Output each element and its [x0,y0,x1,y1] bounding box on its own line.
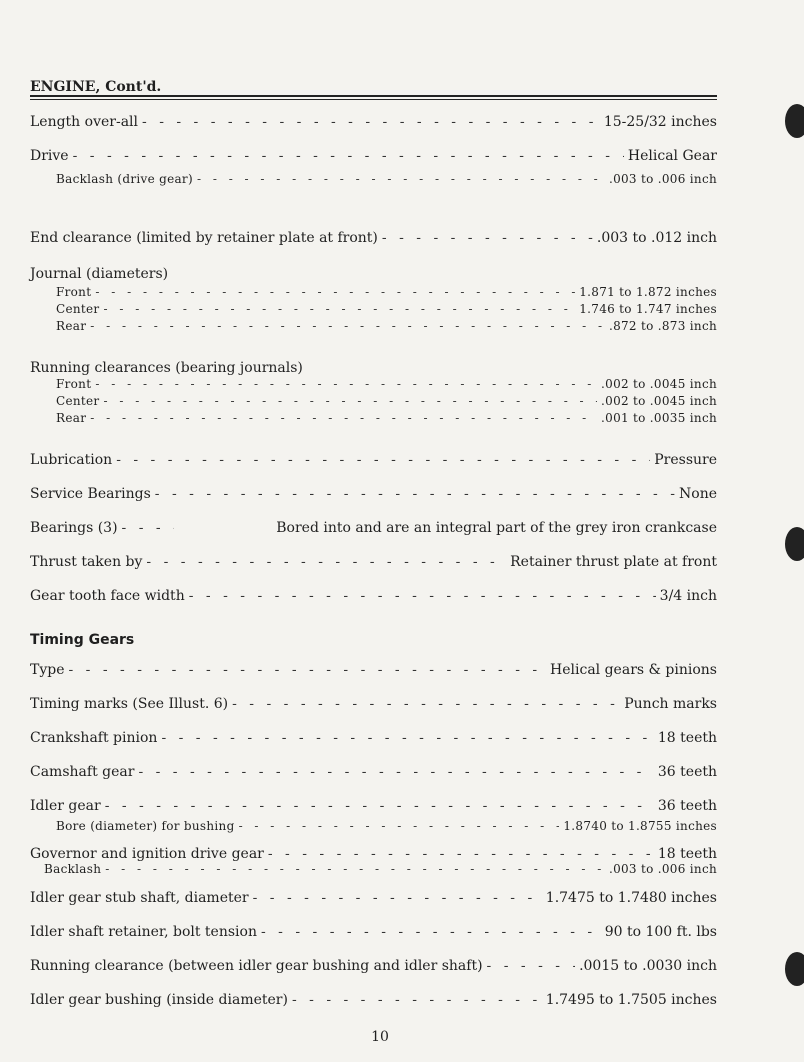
spec-subrow [44,862,717,876]
spec-group-label: Journal (diameters) [30,266,169,282]
leader-dots [69,662,547,678]
spec-value: .002 to .0045 inch [601,394,717,408]
spec-label: Type [30,662,65,678]
leader-dots [268,846,654,862]
spec-value: 90 to 100 ft. lbs [604,924,717,940]
leader-dots [105,798,654,814]
spec-row [30,588,717,604]
leader-dots [189,588,656,604]
spec-label: Rear [56,319,87,333]
spec-value: Helical gears & pinions [550,662,717,678]
spec-label: Gear tooth face width [30,588,185,604]
section-heading-timing-gears: Timing Gears [30,632,135,648]
binder-hole [785,952,804,986]
spec-label: Center [56,394,100,408]
spec-label: Idler shaft retainer, bolt tension [30,924,257,940]
spec-row [30,114,717,130]
spec-value: Punch marks [624,696,717,712]
spec-value: Pressure [654,452,717,468]
leader-dots [90,319,605,333]
spec-row [30,230,717,246]
leader-dots [292,992,542,1008]
leader-dots [122,520,174,536]
spec-value: Bored into and are an integral part of the grey iron crankcase [276,520,717,536]
spec-label: Length over-all [30,114,139,130]
leader-dots [95,377,597,391]
binder-hole [785,104,804,138]
leader-dots [73,148,624,164]
spec-value: 1.8740 to 1.8755 inches [563,819,717,833]
spec-subrow [56,377,717,391]
spec-label: Running clearance (between idler gear bushing and idler shaft) [30,958,483,974]
spec-value: Retainer thrust plate at front [510,554,717,570]
spec-row [30,486,717,502]
spec-row [30,730,717,746]
spec-label: Crankshaft pinion [30,730,158,746]
spec-row [30,846,717,862]
section-header: ENGINE, Cont'd. [30,79,162,95]
spec-value: None [679,486,717,502]
spec-label: Center [56,302,100,316]
leader-dots [116,452,650,468]
leader-dots [90,411,597,425]
leader-dots [95,285,575,299]
leader-dots [253,890,542,906]
spec-row [30,520,717,536]
leader-dots [261,924,601,940]
spec-label: Service Bearings [30,486,151,502]
spec-row [30,452,717,468]
leader-dots [146,554,506,570]
spec-label: Front [56,377,92,391]
header-rule-thin [30,99,717,100]
leader-dots [487,958,576,974]
spec-row [30,554,717,570]
leader-dots [142,114,600,130]
spec-subrow [56,172,717,186]
spec-label: Governor and ignition drive gear [30,846,264,862]
spec-subrow [56,819,717,833]
leader-dots [232,696,620,712]
spec-row [30,958,717,974]
spec-label: Lubrication [30,452,113,468]
spec-label: Backlash [44,862,102,876]
spec-subrow [56,285,717,299]
leader-dots [382,230,593,246]
spec-subrow [56,394,717,408]
spec-label: Camshaft gear [30,764,135,780]
spec-value: 1.746 to 1.747 inches [579,302,717,316]
spec-row [30,148,717,164]
spec-row [30,890,717,906]
spec-value: 3/4 inch [659,588,717,604]
spec-value: Helical Gear [627,148,717,164]
spec-label: Idler gear bushing (inside diameter) [30,992,288,1008]
spec-label: Bore (diameter) for bushing [56,819,235,833]
spec-value: 1.871 to 1.872 inches [579,285,717,299]
spec-row [30,764,717,780]
header-rule-thick [30,95,717,97]
spec-row [30,924,717,940]
spec-label: Front [56,285,92,299]
spec-label: Thrust taken by [30,554,143,570]
spec-value: 1.7495 to 1.7505 inches [545,992,717,1008]
spec-value: 36 teeth [657,798,717,814]
spec-label: Idler gear stub shaft, diameter [30,890,249,906]
spec-row [30,696,717,712]
spec-subrow [56,411,717,425]
spec-label: Backlash (drive gear) [56,172,193,186]
spec-label: Timing marks (See Illust. 6) [30,696,229,712]
spec-value: .003 to .006 inch [608,862,717,876]
spec-value: 36 teeth [657,764,717,780]
spec-value: 1.7475 to 1.7480 inches [545,890,717,906]
spec-value: .872 to .873 inch [608,319,717,333]
spec-label: Idler gear [30,798,101,814]
spec-value: .002 to .0045 inch [601,377,717,391]
spec-group-label: Running clearances (bearing journals) [30,360,303,376]
spec-label: Drive [30,148,69,164]
spec-row [30,992,717,1008]
leader-dots [161,730,653,746]
spec-value: .003 to .012 inch [596,230,717,246]
spec-row [30,798,717,814]
spec-value: 18 teeth [657,730,717,746]
spec-value: .001 to .0035 inch [601,411,717,425]
leader-dots [197,172,605,186]
spec-value: .0015 to .0030 inch [579,958,717,974]
leader-dots [239,819,560,833]
spec-label: Rear [56,411,87,425]
page-number: 10 [371,1029,389,1045]
leader-dots [155,486,675,502]
spec-label: End clearance (limited by retainer plate at front) [30,230,378,246]
spec-subrow [56,319,717,333]
leader-dots [103,302,575,316]
leader-dots [138,764,653,780]
spec-label: Bearings (3) [30,520,118,536]
binder-hole [785,527,804,561]
spec-value: 15-25/32 inches [603,114,717,130]
leader-dots [103,394,597,408]
leader-dots [105,862,605,876]
spec-value: .003 to .006 inch [608,172,717,186]
spec-value: 18 teeth [657,846,717,862]
spec-subrow [56,302,717,316]
spec-row [30,662,717,678]
